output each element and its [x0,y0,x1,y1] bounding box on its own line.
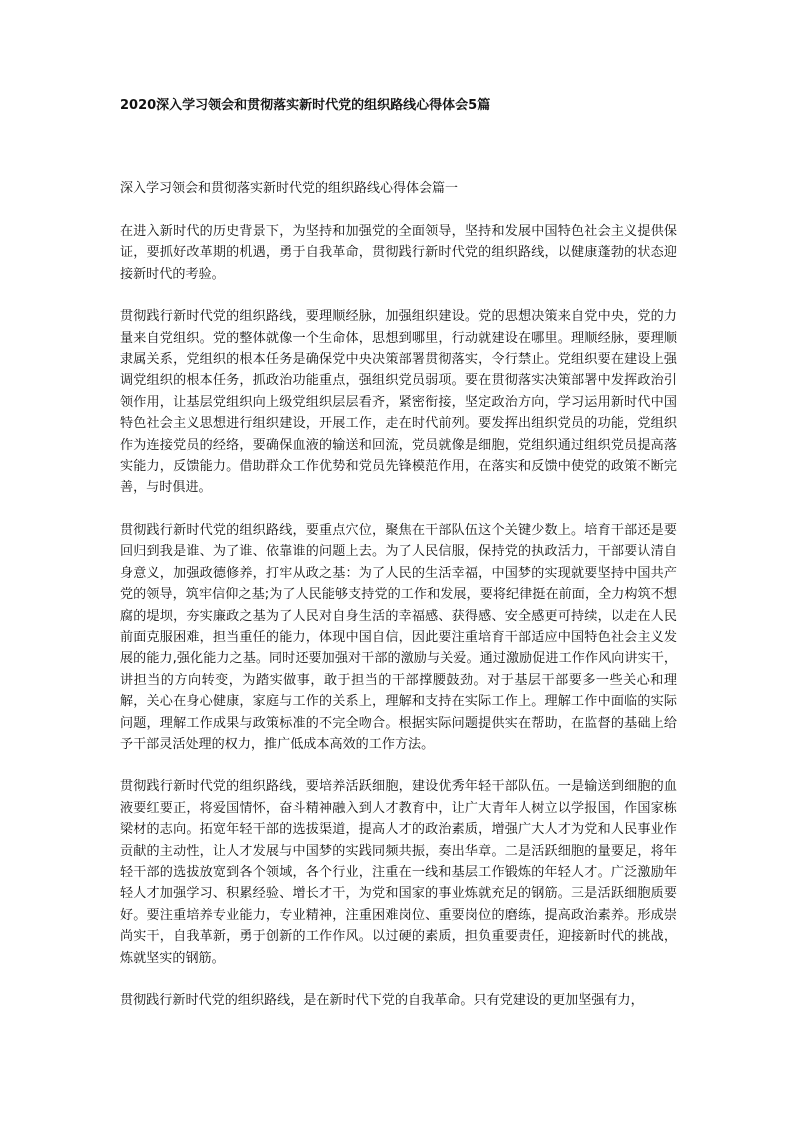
paragraph-5: 贯彻践行新时代党的组织路线，是在新时代下党的自我革命。只有党建设的更加坚强有力， [120,993,644,1008]
document-body [120,221,677,1032]
paragraph-2: 贯彻践行新时代党的组织路线，要理顺经脉，加强组织建设。党的思想决策来自党中央，党的力量来自党组织。党的整体就像一个生命体，思想到哪里，行动就建设在哪里。理顺经脉，要理顺隶属关系，党组织的根本任务是确保党中央决策部署贯彻落实，令行禁止。党组织要在建设上强调党组织的根本任务，抓政治功能重点，强组织党员弱项。要在贯彻落实决策部署中发挥政治引领作用，让基层党组织向上级党组织层层看齐，紧密衔接，坚定政治方向，学习运用新时代中国特色社会主义思想进行组织建设，开展工作，走在时代前列。要发挥出组织党员的功能，党组织作为连接党员的经络，要确保血液的输送和回流，党员就像是细胞，党组织通过组织党员提高落实能力，反馈能力。借助群众工作优势和党员先锋模范作用，在落实和反馈中使党的政策不断完善，与时俱进。 [120,309,677,496]
document-title: 2020深入学习领会和贯彻落实新时代党的组织路线心得体会5篇 [120,98,491,113]
paragraph-4: 贯彻践行新时代党的组织路线，要培养活跃细胞，建设优秀年轻干部队伍。一是输送到细胞的血液要红要正，将爱国情怀，奋斗精神融入到人才教育中，让广大青年人树立以学报国，作国家栋梁材的志向。拓宽年轻干部的选拔渠道，提高人才的政治素质，增强广大人才为党和人民事业作贡献的主动性，让人才发展与中国梦的实践同频共振，奏出华章。二是活跃细胞的量要足，将年轻干部的选拔放宽到各个领域，各个行业，注重在一线和基层工作锻炼的年轻人才。广泛激励年轻人才加强学习、积累经验、增长才干，为党和国家的事业炼就充足的钢筋。三是活跃细胞质要好。要注重培养专业能力，专业精神，注重困难岗位、重要岗位的磨练，提高政治素养。形成崇尚实干，自我革新，勇于创新的工作作风。以过硬的素质，担负重要责任，迎接新时代的挑战，炼就坚实的钢筋。 [120,779,677,966]
section-title: 深入学习领会和贯彻落实新时代党的组织路线心得体会篇一 [120,181,459,196]
paragraph-3: 贯彻践行新时代党的组织路线，要重点穴位，聚焦在干部队伍这个关键少数上。培育干部还是要回归到我是谁、为了谁、依靠谁的问题上去。为了人民信服，保持党的执政活力，干部要认清自身意义，加强政德修养，打牢从政之基：为了人民的生活幸福，中国梦的实现就要坚持中国共产党的领导，筑牢信仰之基;为了人民能够支持党的工作和发展，要将纪律挺在前面，全力构筑不想腐的堤坝，夯实廉政之基为了人民对自身生活的幸福感、获得感、安全感更可持续，以走在人民前面克服困难，担当重任的能力，体现中国自信，因此要注重培育干部适应中国特色社会主义发展的能力,强化能力之基。同时还要加强对干部的激励与关爱。通过激励促进工作作风向讲实干，讲担当的方向转变，为踏实做事，敢于担当的干部撑腰鼓劲。对于基层干部要多一些关心和理解，关心在身心健康，家庭与工作的关系上，理解和支持在实际工作上。理解工作中面临的实际问题，理解工作成果与政策标准的不完全吻合。根据实际问题提供实在帮助，在监督的基础上给予干部灵活处理的权力，推广低成本高效的工作方法。 [120,522,677,752]
paragraph-1: 在进入新时代的历史背景下，为坚持和加强党的全面领导，坚持和发展中国特色社会主义提供保证，要抓好改革期的机遇，勇于自我革命，贯彻践行新时代党的组织路线，以健康蓬勃的状态迎接新时代的考验。 [120,224,677,282]
